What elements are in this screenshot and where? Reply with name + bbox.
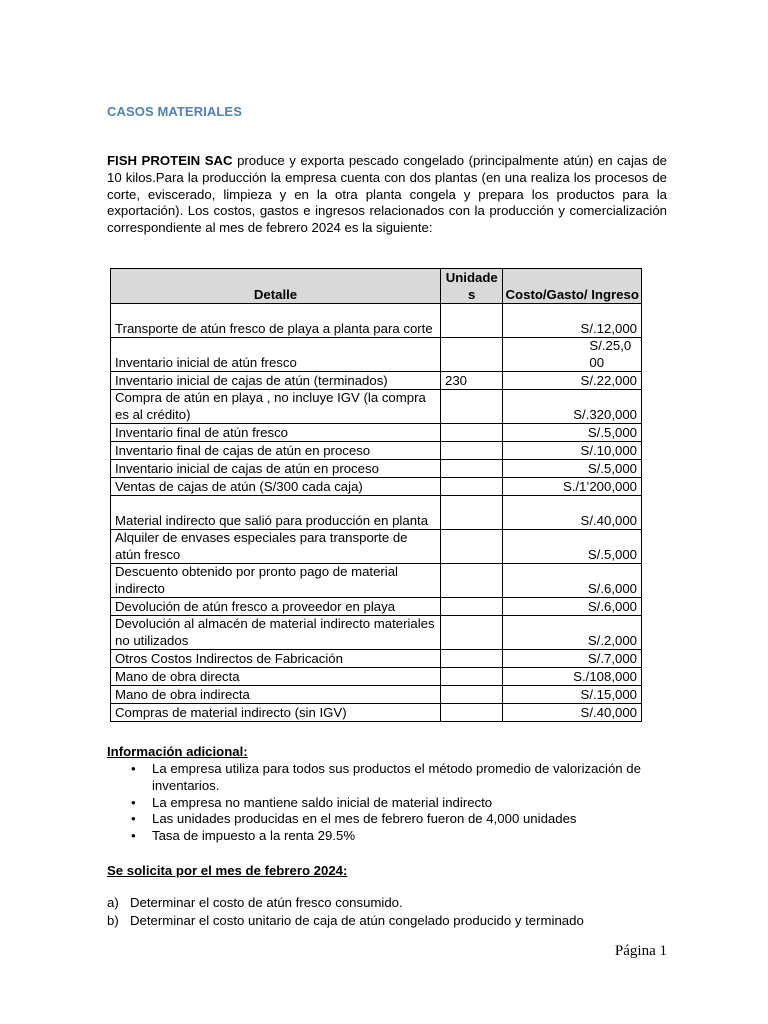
row-costo: S/.15,000	[503, 686, 642, 704]
row-unidades	[441, 598, 503, 616]
list-item	[107, 894, 667, 912]
row-unidades	[441, 460, 503, 478]
table-row	[111, 668, 642, 686]
row-costo: S/.12,000	[503, 304, 642, 338]
row-costo: S./108,000	[503, 668, 642, 686]
row-detalle: Mano de obra directa	[111, 668, 441, 686]
row-unidades	[441, 564, 503, 598]
bullet-icon: •	[131, 811, 136, 827]
row-costo: S/.25,000	[503, 338, 642, 372]
row-unidades	[441, 442, 503, 460]
row-unidades	[441, 338, 503, 372]
row-costo: S./1’200,000	[503, 478, 642, 496]
row-costo: S/.10,000	[503, 442, 642, 460]
table-row	[111, 686, 642, 704]
row-detalle: Descuento obtenido por pronto pago de material indirecto	[111, 564, 441, 598]
row-unidades	[441, 424, 503, 442]
row-unidades	[441, 390, 503, 424]
info-list	[107, 761, 669, 845]
row-costo: S/.7,000	[503, 650, 642, 668]
list-item-text: La empresa no mantiene saldo inicial de material indirecto	[152, 794, 493, 810]
costs-table	[110, 268, 642, 722]
page-number: Página 1	[614, 943, 667, 959]
table-row	[111, 338, 642, 372]
row-detalle: Inventario final de atún fresco	[111, 424, 441, 442]
list-item	[107, 828, 669, 845]
row-detalle: Devolución de atún fresco a proveedor en playa	[111, 598, 441, 616]
table-row	[111, 496, 642, 530]
row-costo: S/.6,000	[503, 564, 642, 598]
table-row	[111, 598, 642, 616]
row-detalle: Alquiler de envases especiales para transporte de atún fresco	[111, 530, 441, 564]
row-unidades	[441, 304, 503, 338]
row-detalle: Inventario final de cajas de atún en proceso	[111, 442, 441, 460]
list-item-text: La empresa utiliza para todos sus productos el método promedio de valorización de inventarios.	[152, 761, 641, 793]
row-costo: S/.40,000	[503, 496, 642, 530]
row-detalle: Inventario inicial de atún fresco	[111, 338, 441, 372]
row-unidades: 230	[441, 372, 503, 390]
header-costo: Costo/Gasto/ Ingreso	[503, 269, 642, 304]
list-item-text: Las unidades producidas en el mes de febrero fueron de 4,000 unidades	[152, 811, 577, 827]
table-row	[111, 372, 642, 390]
row-detalle: Ventas de cajas de atún (S/300 cada caja)	[111, 478, 441, 496]
row-costo: S/.5,000	[503, 530, 642, 564]
row-detalle: Transporte de atún fresco de playa a planta para corte	[111, 304, 441, 338]
document-title: CASOS MATERIALES	[107, 104, 242, 119]
table-row	[111, 616, 642, 650]
table-row	[111, 478, 642, 496]
row-detalle: Otros Costos Indirectos de Fabricación	[111, 650, 441, 668]
table-header-row	[111, 269, 642, 304]
company-name: FISH PROTEIN SAC	[107, 153, 233, 168]
row-unidades	[441, 530, 503, 564]
table-row	[111, 460, 642, 478]
row-detalle: Inventario inicial de cajas de atún (terminados)	[111, 372, 441, 390]
list-item-text: Determinar el costo unitario de caja de atún congelado producido y terminado	[130, 913, 584, 928]
table-row	[111, 564, 642, 598]
row-costo: S/.5,000	[503, 424, 642, 442]
row-detalle: Inventario inicial de cajas de atún en proceso	[111, 460, 441, 478]
row-detalle: Devolución al almacén de material indirecto materiales no utilizados	[111, 616, 441, 650]
row-unidades	[441, 496, 503, 530]
row-unidades	[441, 704, 503, 722]
header-unidades: Unidades	[441, 269, 503, 304]
intro-text: produce y exporta pescado congelado (principalmente atún) en cajas de 10 kilos.Para la producción la empresa cuenta con dos plantas (en una realiza los procesos de corte, eviscerado, limpieza y en la otra planta congela y prepara los productos para la exportación). Los costos, gastos e ingresos relacionados con la producción y comercialización correspondiente al mes de febrero 2024 es la siguiente:	[107, 153, 668, 236]
bullet-icon: •	[131, 828, 136, 844]
row-unidades	[441, 478, 503, 496]
row-costo: S/.6,000	[503, 598, 642, 616]
list-item-text: Tasa de impuesto a la renta 29.5%	[152, 828, 356, 844]
list-marker: a)	[107, 895, 119, 910]
row-costo: S/.5,000	[503, 460, 642, 478]
row-detalle: Compras de material indirecto (sin IGV)	[111, 704, 441, 722]
table-row	[111, 390, 642, 424]
row-costo: S/.2,000	[503, 616, 642, 650]
row-unidades	[441, 650, 503, 668]
request-list	[107, 894, 667, 930]
list-item-text: Determinar el costo de atún fresco consumido.	[130, 895, 403, 910]
row-unidades	[441, 616, 503, 650]
table-row	[111, 530, 642, 564]
table-row	[111, 704, 642, 722]
list-item	[107, 811, 669, 828]
list-item	[107, 912, 667, 930]
table-row	[111, 442, 642, 460]
list-marker: b)	[107, 913, 119, 928]
info-heading	[107, 744, 248, 759]
list-item	[107, 795, 669, 812]
request-heading: Se solicita por el mes de febrero 2024:	[107, 863, 348, 878]
info-heading-text: Información adicional	[107, 744, 244, 759]
header-detalle: Detalle	[111, 269, 441, 304]
list-item	[107, 761, 669, 795]
row-costo: S/.40,000	[503, 704, 642, 722]
bullet-icon: •	[131, 761, 136, 776]
row-costo: S/.320,000	[503, 390, 642, 424]
row-unidades	[441, 686, 503, 704]
row-unidades	[441, 668, 503, 686]
info-heading-colon: :	[243, 744, 248, 759]
row-costo: S/.22,000	[503, 372, 642, 390]
table-row	[111, 650, 642, 668]
table-row	[111, 424, 642, 442]
table-row	[111, 304, 642, 338]
bullet-icon: •	[131, 794, 136, 810]
row-detalle: Compra de atún en playa , no incluye IGV (la compra es al crédito)	[111, 390, 441, 424]
row-detalle: Material indirecto que salió para producción en planta	[111, 496, 441, 530]
intro-paragraph	[107, 153, 667, 237]
row-detalle: Mano de obra indirecta	[111, 686, 441, 704]
